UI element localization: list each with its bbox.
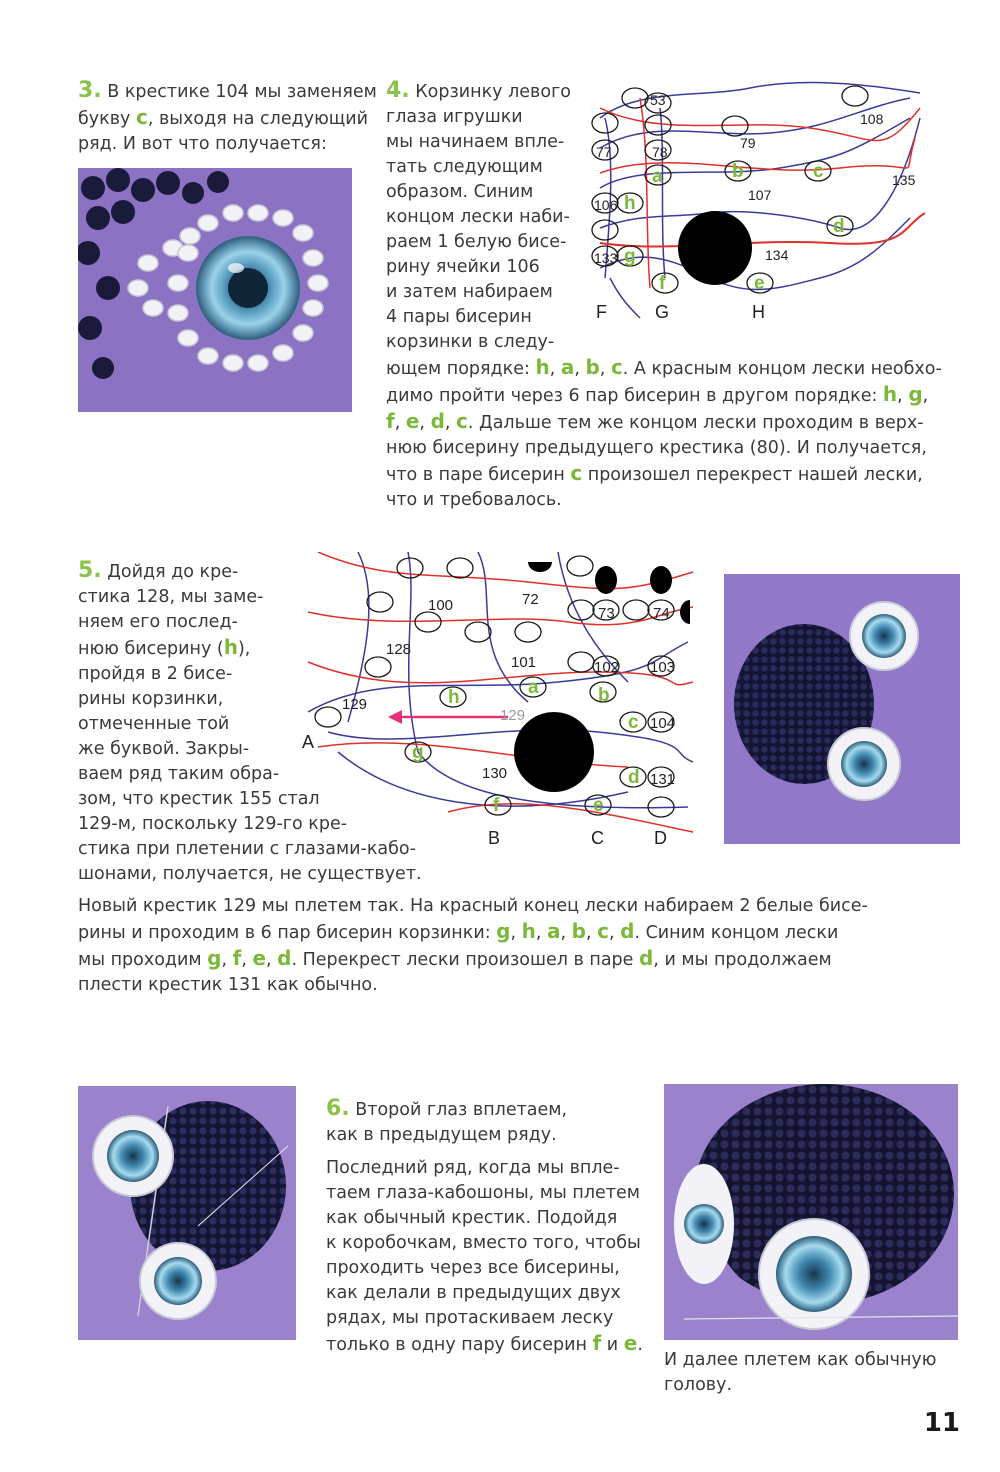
photo-head-continue-drawing [664,1084,958,1340]
cell-107: 107 [748,187,772,203]
step6-number: 6. [326,1096,350,1121]
bead-g: g [412,742,424,763]
bead-g: g [624,246,636,267]
step3-text: 3. В крестике 104 мы заменяем букву c, выходя на следующий ряд. И вот что получается: [78,78,377,154]
photo-eye-cabochon [78,168,352,412]
column-C: C [591,828,604,848]
letter-c: c [135,105,148,129]
bead-d: d [833,216,845,237]
bead-f: f [659,273,666,294]
cell-128: 128 [386,641,412,658]
photo-weaving-second-eye [78,1086,296,1340]
column-F: F [596,302,607,322]
cell-77: 77 [596,144,612,160]
photo-eye-cabochon-drawing [78,168,352,412]
column-B: B [488,828,501,848]
cell-53: 53 [650,92,666,108]
cell-72: 72 [522,591,539,608]
bead-f: f [493,795,500,816]
page-number: 11 [923,1408,960,1438]
bead-e: e [754,273,765,294]
bead-d: d [628,767,640,788]
step5-text: 5. Дойдя до кре- стика 128, мы заме- няем его послед- нюю бисерину (h), пройдя в 2 бисе- рины корзинки, отмеченные той же буквой. Закры- ваем ряд таким обра- зом, что крестик 155 стал 129-м, поскольку 129-го кре- стика при плетении с глазами-кабо- шонами, получается, не существует. [78,558,422,884]
step4-number: 4. [386,78,410,103]
cell-78: 78 [652,144,668,160]
column-G: G [655,302,670,322]
bead-h: h [448,687,460,708]
cell-73: 73 [598,605,615,622]
cell-129: 129 [342,696,368,713]
column-H: H [752,302,765,322]
cell-103: 103 [650,659,676,676]
column-A: A [302,732,315,752]
diagram-closing-row [298,552,698,852]
bead-c: c [813,161,824,182]
photo-head-continue [664,1084,958,1340]
bead-a: a [652,166,663,187]
column-D: D [654,828,667,848]
cell-131: 131 [650,771,676,788]
step6-text: 6. Второй глаз вплетаем, как в предыдущем ряду. Последний ряд, когда мы впле- таем глаза-кабошоны, мы плетем как обычный крестик. Подойдя к коробочкам, вместо того, чтобы проходить через все бисерины, как делали в предыдущих двух рядах, мы протаскиваем леску только в одну пару бисерин f и e. [326,1096,643,1355]
cell-102: 102 [594,659,620,676]
cell-101: 101 [511,654,537,671]
step4-text: 4. Корзинку левого глаза игрушки мы начинаем впле- тать следующим образом. Синим концом лески наби- раем 1 белую бисе- рину ячейки 106 и затем набираем 4 пары бисерин корзинки в следу- ющем порядке: h, a, b, c. А красным концом лески необхо- димо пройти через 6 пар бисерин в другом порядке: h, g, f, e, d, c. Дальше тем же концом лески проходим в верх- нюю бисерину предыдущего крестика (80). И получается, что в паре бисерин c произошел перекрест нашей лески, что и требовалось. [386,78,942,510]
cell-135: 135 [892,172,916,188]
cell-100: 100 [428,597,454,614]
diagram-left-eye-basket [580,78,940,328]
cell-106: 106 [594,197,618,213]
photo-head-with-eyes-drawing [724,574,960,844]
step5-number: 5. [78,558,102,583]
bead-c: c [628,712,639,733]
cell-108: 108 [860,111,884,127]
cell-74: 74 [653,605,670,622]
cell-129-moved: 129 [500,707,526,724]
step5-paragraph2: Новый крестик 129 мы плетем так. На красный конец лески набираем 2 белые бисе- рины и проходим в 6 пар бисерин корзинки: g, h, a, b, c, d. Синим концом лески мы проходим g, f, e, d. Перекрест лески произошел в паре d, и мы продолжаем плести крестик 131 как обычно. [78,896,868,995]
cell-133: 133 [594,250,618,266]
cell-79: 79 [740,135,756,151]
step3-number: 3. [78,78,102,103]
cell-134: 134 [765,247,789,263]
cell-130: 130 [482,765,508,782]
bead-b: b [598,685,610,706]
bead-h: h [624,193,636,214]
bead-e: e [593,795,604,816]
photo-caption: И далее плетем как обычную голову. [664,1350,937,1395]
bead-b: b [732,161,744,182]
bead-a: a [528,677,539,698]
cell-104: 104 [650,715,676,732]
photo-head-with-eyes [724,574,960,844]
photo-weaving-second-eye-drawing [78,1086,296,1340]
